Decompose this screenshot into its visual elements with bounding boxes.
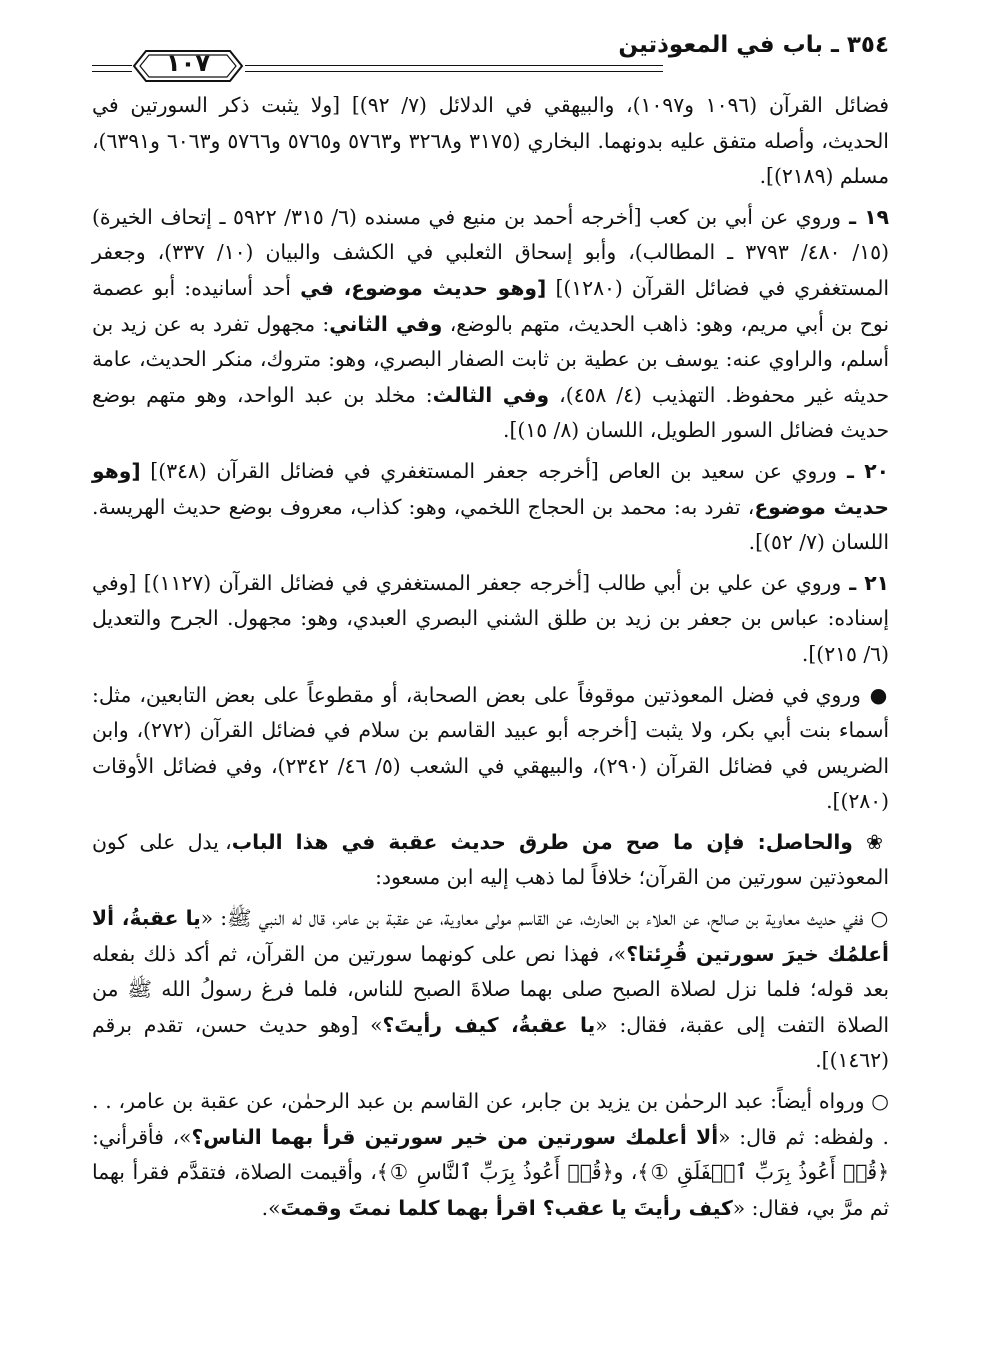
header-rule-left bbox=[92, 65, 132, 72]
text-run: ○ ورواه أيضاً: عبد الرحمٰن بن يزيد بن جابر، عن القاسم بن عبد الرحمٰن، عن عقبة بن عامر، . . . ولفظه: ثم قال: « bbox=[92, 1089, 889, 1149]
text-run: : مخلد بن عبد الواحد، وهو متهم بوضع حديث فضائل السور الطويل، اللسان (٨/ ١٥)]. bbox=[92, 382, 889, 443]
bold-text: ٢٠ ـ bbox=[836, 458, 889, 483]
chapter-title: ٣٥٤ ـ باب في المعوذتين bbox=[618, 32, 889, 58]
header-rule bbox=[245, 65, 663, 72]
text-run: ، يدل على كون المعوذتين سورتين من القرآن؛ خلافاً لما ذهب إليه ابن مسعود: bbox=[92, 829, 889, 890]
text-run: » [وهو حديث حسن، تقدم برقم (١٤٦٢)]. bbox=[92, 1012, 889, 1073]
bold-text: يا عقبةُ، كيف رأيتَ؟ bbox=[382, 1012, 596, 1037]
paragraph bbox=[92, 1084, 889, 1226]
page-number: ١٠٧ bbox=[166, 49, 210, 77]
text-run: »، فهذا نص على كونهما سورتين من القرآن، ثم أكد ذلك بفعله بعد قوله؛ فلما نزل لصلاة الصبح صلى بهما صلاةَ الصبح للناس، فلما فرغ رسولُ الله ﷺ من الصلاة التفت إلى عقبة، فقال: « bbox=[92, 941, 890, 1037]
paragraph bbox=[92, 200, 889, 449]
paragraph bbox=[92, 88, 889, 195]
text-run: ». bbox=[261, 1195, 281, 1220]
text-run: : مجهول تفرد به عن زيد بن أسلم، والراوي عنه: يوسف بن عطية بن ثابت الصفار البصري، وهو: متروك، منكر الحديث، عامة حديثه غير محفوظ. التهذيب (٤/ ٤٥٨)، bbox=[92, 311, 890, 407]
bold-text: ● bbox=[860, 682, 889, 707]
paragraph bbox=[92, 678, 889, 820]
bold-text: ٢١ ـ bbox=[841, 570, 889, 595]
text-run: فضائل القرآن (١٠٩٦ و١٠٩٧)، والبيهقي في الدلائل (٧/ ٩٢)] [ولا يثبت ذكر السورتين في الحديث، وأصله متفق عليه بدونهما. البخاري (٣١٧٥ و٣٢٦٨ و٥٧٦٣ و٥٧٦٥ و٥٧٦٦ و٦٠٦٣ و٦٣٩١)، مسلم (٢١٨٩)]. bbox=[92, 93, 889, 189]
bold-text: [وهو حديث موضوع، في bbox=[300, 275, 547, 300]
text-run: ○ ففي حديث معاوية بن صالح، عن العلاء بن الحارث، عن القاسم مولى معاوية، عن عقبة بن عامر، قال له النبي ﷺ: « bbox=[200, 906, 889, 931]
bold-text: وفي الثالث bbox=[432, 382, 550, 407]
text-run: »، فأقرأني: ﴿قُلۡ أَعُوذُ بِرَبِّ ٱلۡفَلَقِ ①﴾، و﴿قُلۡ أَعُوذُ بِرَبِّ ٱلنَّاسِ ①﴾، وأقيمت الصلاة، فتقدَّم فقرأ بهما ثم مرَّ بي، فقال: « bbox=[92, 1124, 889, 1220]
bold-text: ١٩ ـ bbox=[840, 204, 889, 229]
paragraph bbox=[92, 454, 889, 561]
text-run: وروي في فضل المعوذتين موقوفاً على بعض الصحابة، أو مقطوعاً على بعض التابعين، مثل: أسماء بنت أبي بكر، ولا يثبت [أخرجه أبو عبيد القاسم بن سلام في فضائل القرآن (٢٧٢)، وابن الضريس في فضائل القرآن (٢٩٠)، والبيهقي في الشعب (٥/ ٤٦/ ٢٣٤٢)، وفي فضائل الأوقات (٢٨٠)]. bbox=[92, 682, 890, 814]
bold-text: ألا أعلمك سورتين من خير سورتين قرأ بهما الناس؟ bbox=[191, 1124, 719, 1149]
bold-text: يا عقبةُ، ألا أعلمُك خيرَ سورتين قُرِئتا؟ bbox=[92, 906, 890, 966]
page-body bbox=[92, 88, 889, 1226]
paragraph bbox=[92, 566, 889, 673]
paragraph bbox=[92, 901, 889, 1079]
text-run: وروي عن سعيد بن العاص [أخرجه جعفر المستغفري في فضائل القرآن (٣٤٨)] bbox=[140, 458, 837, 483]
text-run: أحد أسانيده: أبو عصمة نوح بن أبي مريم، وهو: ذاهب الحديث، متهم بالوضع، bbox=[92, 275, 889, 336]
text-run: وروي عن أبي بن كعب [أخرجه أحمد بن منيع في مسنده (٦/ ٣١٥/ ٥٩٢٢ ـ إتحاف الخيرة) (١٥/ ٤٨٠/ ٣٧٩٣ ـ المطالب)، وأبو إسحاق الثعلبي في الكشف والبيان (١٠/ ٣٣٧)، وجعفر المستغفري في فضائل القرآن (١٢٨٠)] bbox=[92, 204, 890, 300]
bold-text: كيف رأيتَ يا عقب؟ اقرأ بهما كلما نمتَ وقمتَ bbox=[280, 1195, 733, 1220]
text-run: ، تفرد به: محمد بن الحجاج اللخمي، وهو: كذاب، معروف بوضع حديث الهريسة. اللسان (٧/ ٥٢)]. bbox=[92, 494, 889, 555]
paragraph bbox=[92, 825, 889, 896]
text-run: وروي عن علي بن أبي طالب [أخرجه جعفر المستغفري في فضائل القرآن (١١٢٧)] [وفي إسناده: عباس بن جعفر بن زيد بن طلق الشني البصري العبدي، وهو: مجهول. الجرح والتعديل (٦/ ٢١٥)]. bbox=[92, 570, 889, 666]
bold-text: ❀ والحاصل: فإن ما صح من طرق حديث عقبة في هذا الباب bbox=[231, 829, 889, 854]
bold-text: [وهو حديث موضوع bbox=[92, 458, 889, 519]
page-header bbox=[92, 22, 889, 88]
page-number-badge bbox=[128, 47, 248, 85]
bold-text: وفي الثاني bbox=[329, 311, 443, 336]
